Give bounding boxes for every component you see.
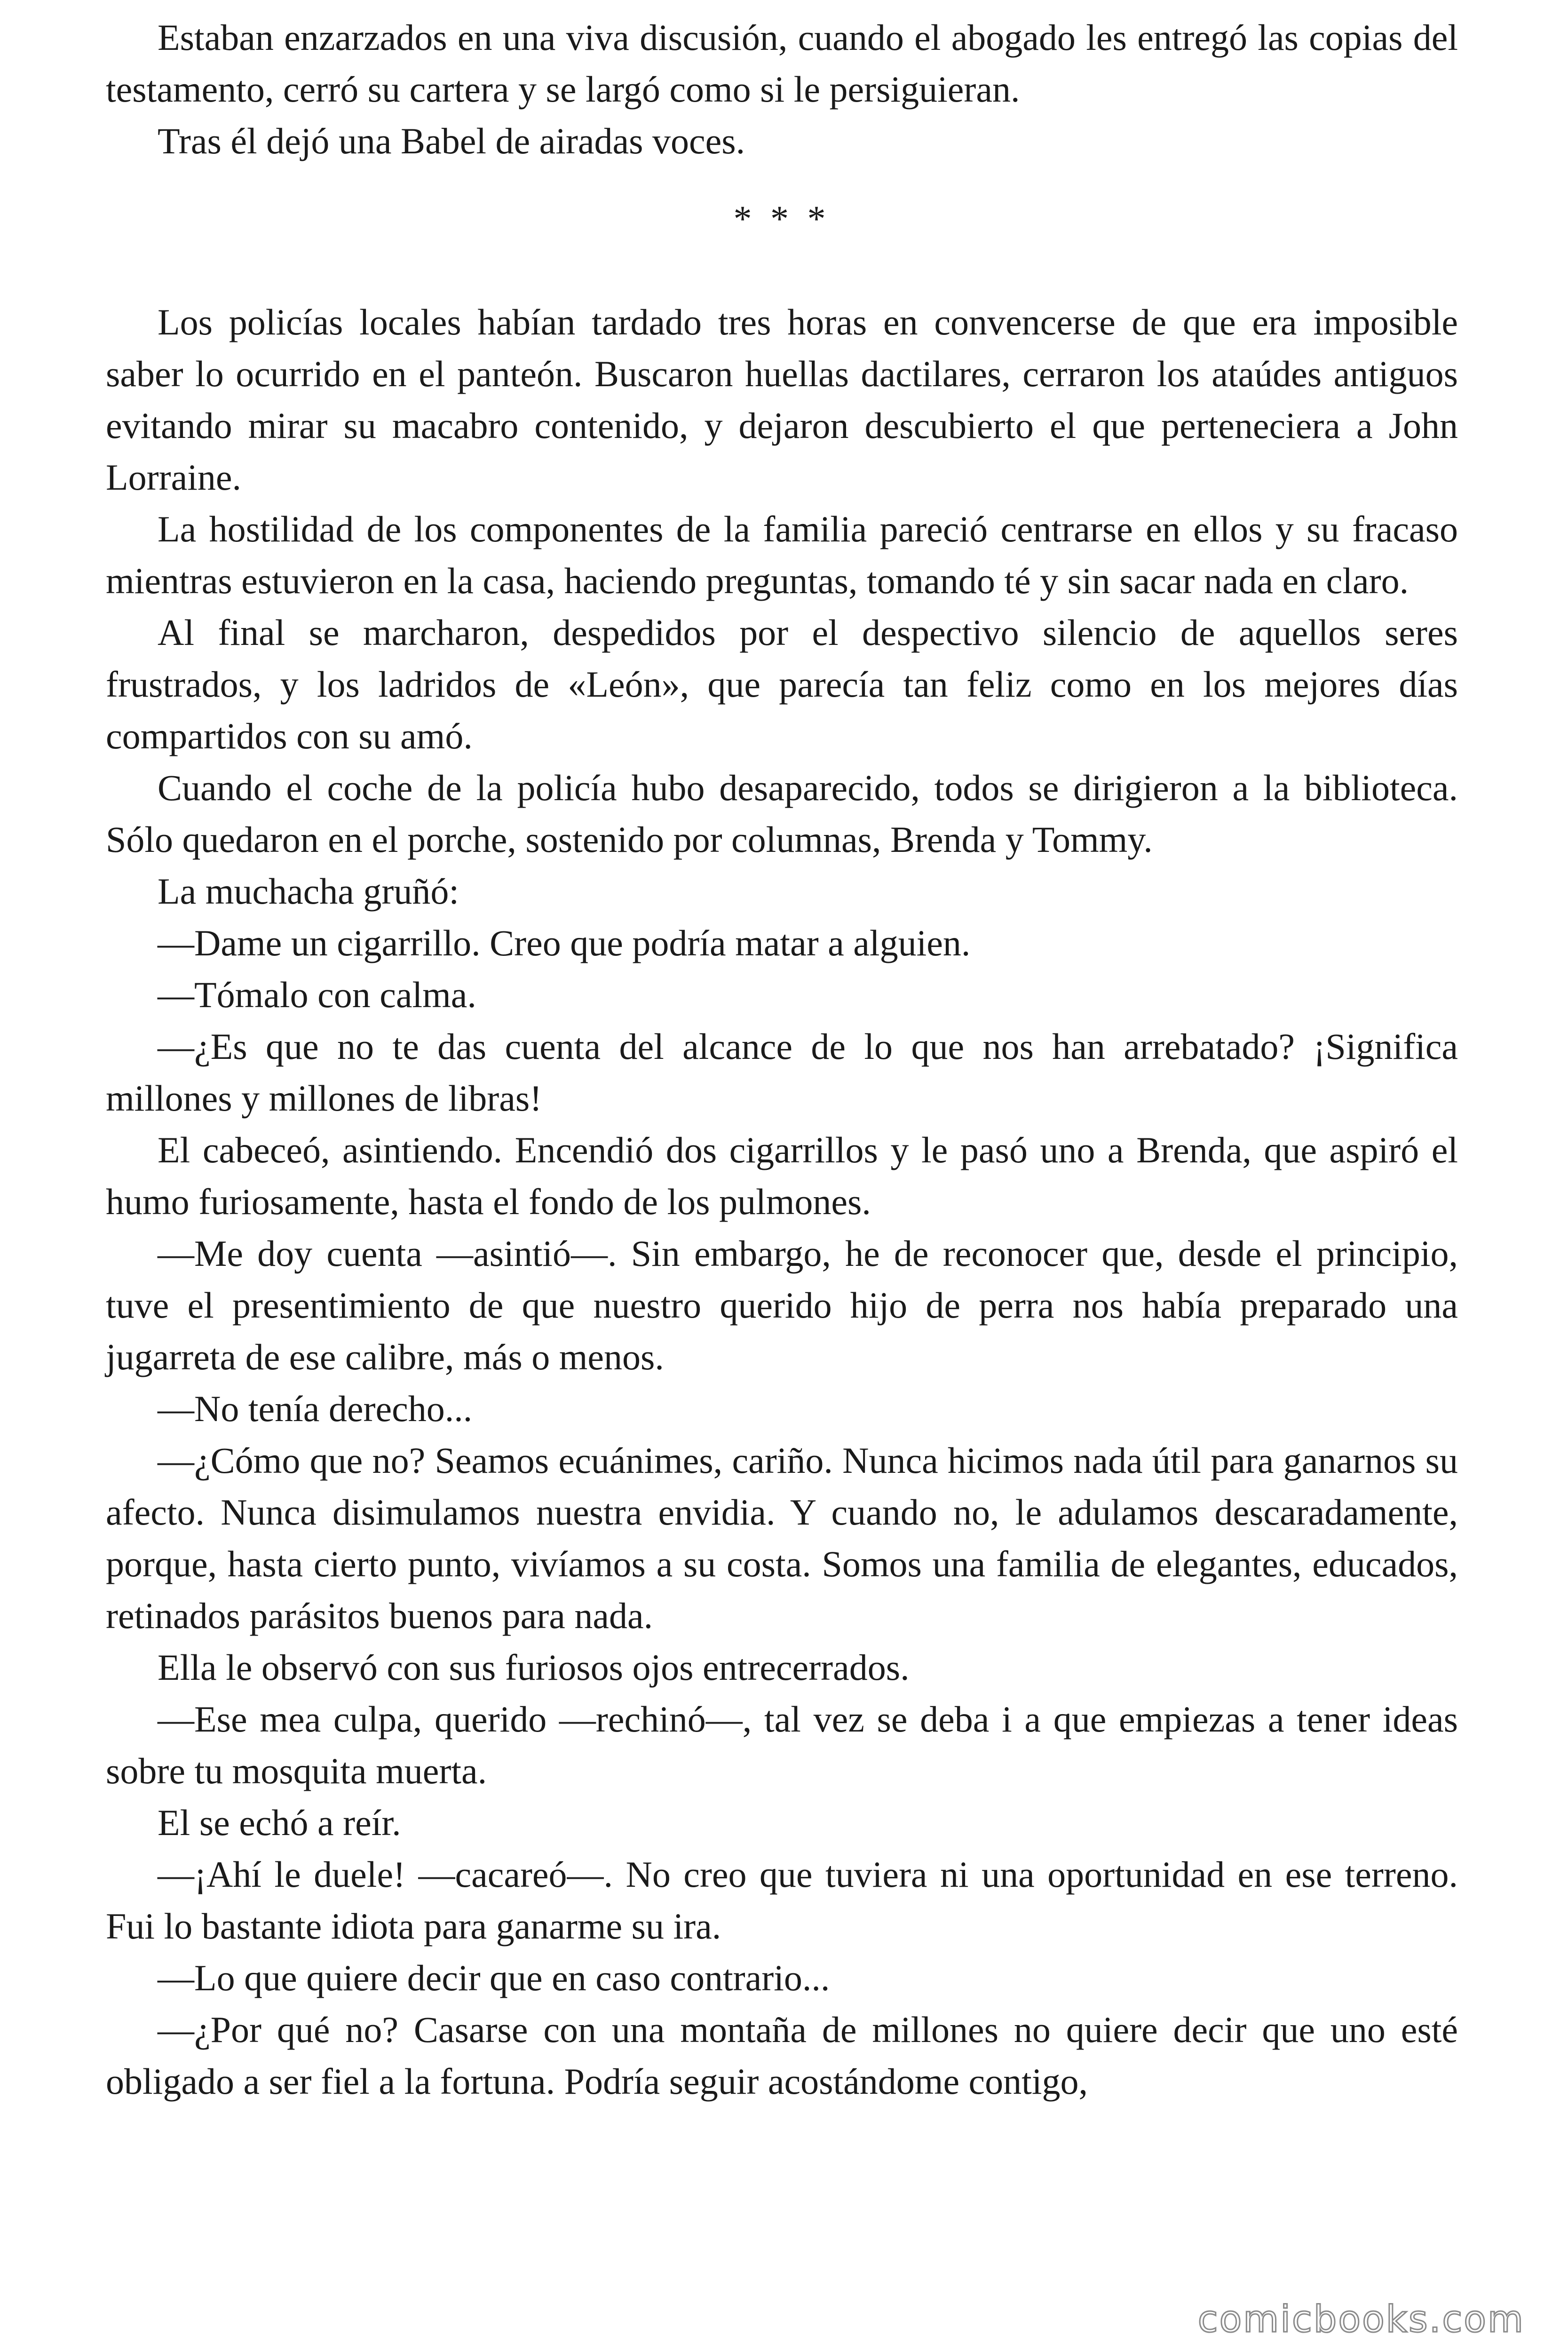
dialogue-line: —Me doy cuenta —asintió—. Sin embargo, he de reconocer que, desde el principio, tuve el presentimiento de que nuestro querido hijo de perra nos había preparado una jugarreta de ese calibre, más o menos. — [106, 1233, 1458, 1377]
paragraph: Cuando el coche de la policía hubo desaparecido, todos se dirigieron a la biblioteca. Sólo quedaron en el porche, sostenido por columnas, Brenda y Tommy. — [106, 767, 1458, 860]
dialogue-line: —¡Ahí le duele! —cacareó—. No creo que tuviera ni una oportunidad en ese terreno. Fui lo bastante idiota para ganarme su ira. — [106, 1854, 1458, 1947]
paragraph: Tras él dejó una Babel de airadas voces. — [158, 120, 745, 161]
dialogue-line: —¿Por qué no? Casarse con una montaña de millones no quiere decir que uno esté obligado a ser fiel a la fortuna. Podría seguir acostándome contigo, — [106, 2009, 1458, 2102]
dialogue-line: —Dame un cigarrillo. Creo que podría matar a alguien. — [158, 922, 971, 963]
dialogue-line: —¿Cómo que no? Seamos ecuánimes, cariño. Nunca hicimos nada útil para ganarnos su afecto. Nunca disimulamos nuestra envidia. Y cuando no, le adulamos descaradamente, porque, hasta cierto punto, vivíamos a su costa. Somos una familia de elegantes, educados, retinados parásitos buenos para nada. — [106, 1440, 1458, 1636]
paragraph: Ella le observó con sus furiosos ojos entrecerrados. — [158, 1647, 910, 1688]
dialogue-line: —Tómalo con calma. — [158, 974, 476, 1015]
dialogue-line: —¿Es que no te das cuenta del alcance de lo que nos han arrebatado? ¡Significa millones y millones de libras! — [106, 1026, 1458, 1119]
paragraph: Los policías locales habían tardado tres horas en convencerse de que era imposible saber lo ocurrido en el panteón. Buscaron huellas dactilares, cerraron los ataúdes antiguos evitando mirar su macabro contenido, y dejaron descubierto el que perteneciera a John Lorraine. — [106, 302, 1458, 498]
paragraph: El se echó a reír. — [158, 1802, 401, 1843]
dialogue-line: —Ese mea culpa, querido —rechinó—, tal vez se deba i a que empiezas a tener ideas sobre tu mosquita muerta. — [106, 1699, 1458, 1791]
paragraph: Estaban enzarzados en una viva discusión, cuando el abogado les entregó las copias del testamento, cerró su cartera y se largó como si le persiguieran. — [106, 17, 1458, 110]
paragraph: La hostilidad de los componentes de la familia pareció centrarse en ellos y su fracaso mientras estuvieron en la casa, haciendo preguntas, tomando té y sin sacar nada en claro. — [106, 509, 1458, 601]
section-separator: * * * — [733, 198, 831, 239]
page-text — [106, 12, 1458, 2107]
dialogue-line: —No tenía derecho... — [158, 1388, 473, 1429]
paragraph: La muchacha gruñó: — [158, 871, 459, 912]
dialogue-line: —Lo que quiere decir que en caso contrario... — [158, 1957, 830, 1998]
watermark-text: comicbooks.com — [1197, 2298, 1525, 2341]
paragraph: El cabeceó, asintiendo. Encendió dos cigarrillos y le pasó uno a Brenda, que aspiró el humo furiosamente, hasta el fondo de los pulmones. — [106, 1129, 1458, 1222]
paragraph: Al final se marcharon, despedidos por el despectivo silencio de aquellos seres frustrados, y los ladridos de «León», que parecía tan feliz como en los mejores días compartidos con su amó. — [106, 612, 1458, 756]
